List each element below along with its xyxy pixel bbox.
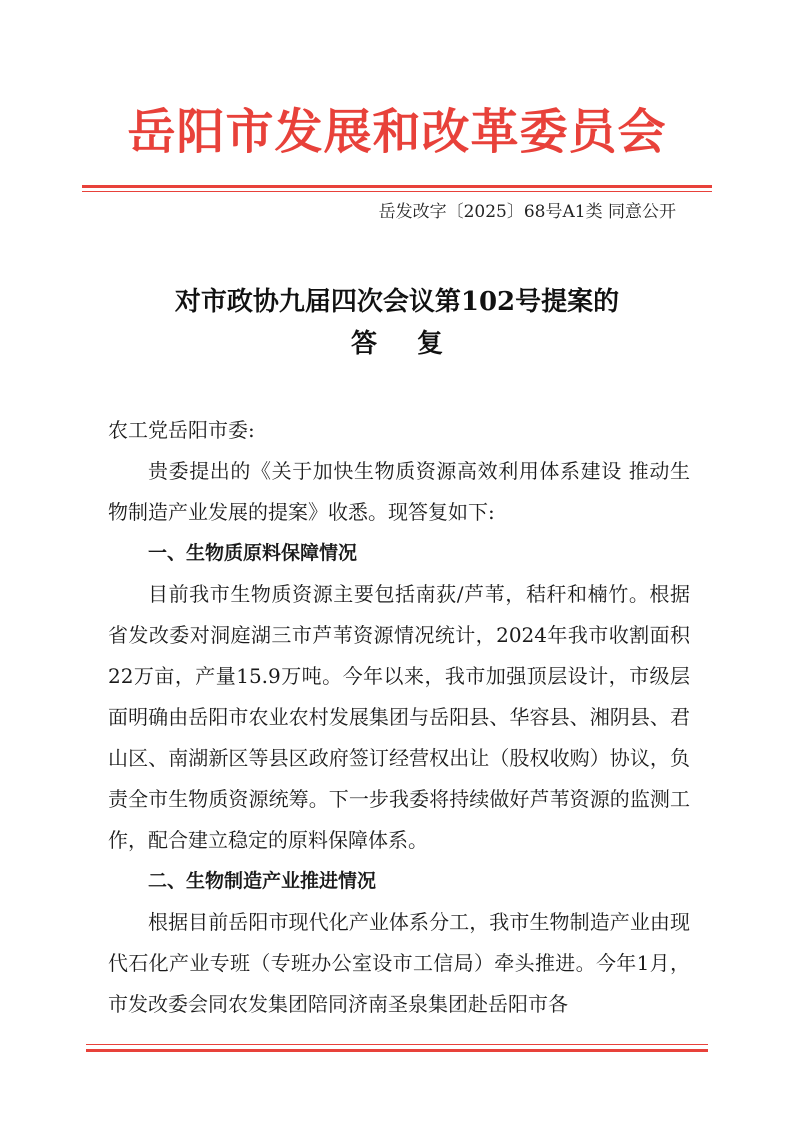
header-red-rule-thick (82, 185, 712, 188)
document-title-line2: 答复 (350, 329, 483, 359)
salutation: 农工党岳阳市委: (108, 418, 255, 442)
footer-red-rule-thin (86, 1044, 708, 1045)
section-heading-1: 一、生物质原料保障情况 (148, 542, 358, 564)
section2-paragraph: 根据目前岳阳市现代化产业体系分工，我市生物制造产业由现代石化产业专班（专班办公室设市工信局）牵头推进。今年1月，市发改委会同农发集团陪同济南圣泉集团赴岳阳市各 (108, 910, 690, 1016)
intro-paragraph: 贵委提出的《关于加快生物质资源高效利用体系建设 推动生物制造产业发展的提案》收悉。现答复如下: (108, 459, 690, 524)
document-body (108, 410, 690, 1025)
header-red-rule-thin (82, 191, 712, 192)
org-name-header: 岳阳市发展和改革委员会 (127, 104, 667, 160)
section-heading-2: 二、生物制造产业推进情况 (148, 870, 377, 892)
footer-red-rule-thick (86, 1049, 708, 1052)
document-number: 岳发改字〔2025〕68号A1类 同意公开 (378, 202, 676, 222)
document-title-line1: 对市政协九届四次会议第102号提案的 (174, 287, 620, 317)
section1-paragraph: 目前我市生物质资源主要包括南荻/芦苇，秸秆和楠竹。根据省发改委对洞庭湖三市芦苇资源情况统计，2024年我市收割面积22万亩，产量15.9万吨。今年以来，我市加强顶层设计，市级层面明确由岳阳市农业农村发展集团与岳阳县、华容县、湘阴县、君山区、南湖新区等县区政府签订经营权出让（股权收购）协议，负责全市生物质资源统筹。下一步我委将持续做好芦苇资源的监测工作，配合建立稳定的原料保障体系。 (108, 582, 690, 852)
